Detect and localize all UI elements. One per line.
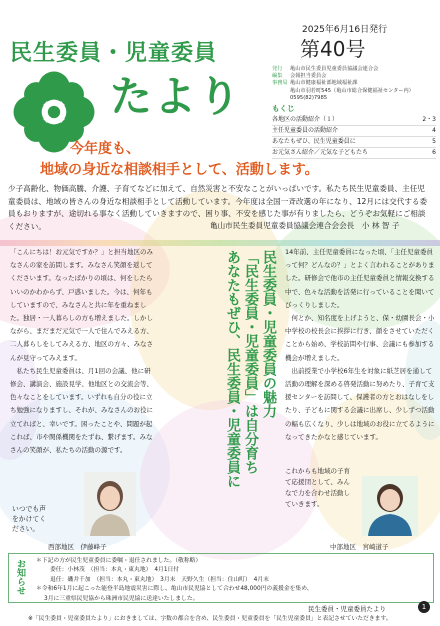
center-vertical-heading (162, 250, 278, 538)
lead-headline-2: 地域の身近な相談相手として、活動します。 (40, 162, 319, 178)
publisher-row: 事務局 亀山市健康福祉部地域福祉課 (272, 80, 358, 87)
issue-date: 2025年6月16日発行 (302, 25, 388, 35)
publisher-row: 亀山市羽若町545（亀山市総合保健福祉センター内） (290, 87, 414, 94)
footnote: ※「民生委員・児童委員たより」におきましては、字数の都合を含め、民生委員・児童委員を「民生児童委員」と表記させていただきます。 (28, 616, 392, 622)
toc-item[interactable]: お元気さん紹介／元気な子どもたち 6 (272, 148, 436, 159)
right-article-closing: これからも地域の子育て応援団として、みんなで力を合わせ活動していきます。 (285, 467, 350, 508)
publisher-row: 発行 亀山市民生委員児童委員協議会連合会 (272, 66, 379, 72)
notice-line: ＊下記の方が民生児童委員に委嘱・退任されました。（敬称略） (36, 558, 202, 564)
notice-body (36, 557, 432, 604)
toc-title: もくじ (272, 104, 295, 113)
portrait-photo-miyazaki (362, 476, 418, 536)
lead-headline-1: 今年度も、 (70, 141, 140, 157)
newsletter-title: 民生委員・児童委員 (10, 41, 218, 66)
toc-item[interactable]: 各地区の活動紹介（１） 2・3 (272, 115, 436, 126)
notice-line: 退任：磯井千加 （担当：本丸・東丸地） 3月末 天野久生（担当：住山町） 4月末 (50, 576, 269, 583)
notice-line: ＊令和6年1月に起こった能登半島地震災害に際し、亀山市民児協として合わせ48,000円の義援金を集め、 (36, 586, 313, 593)
notice-line: 委任：小林茂 （担当：本丸・東丸地） 4月1日付 (50, 567, 180, 574)
issue-number: 第40号 (300, 37, 366, 61)
left-author-caption: 西部地区 伊藤峰子 (48, 543, 107, 551)
publisher-row: 編集 会報担当委員会 (272, 73, 327, 80)
heading-line-1: 民生委員・児童委員の魅力 (261, 250, 277, 418)
heading-line-2: 「民生委員・児童委員」は自分育ち (243, 250, 259, 474)
heading-line-3: あなたもぜひ、民生委員・児童委員に (225, 250, 241, 488)
left-article-closing: いつでも声をかけてください。 (12, 505, 46, 533)
footer-title: 民生委員・児童委員たより (308, 605, 386, 613)
newsletter-subtitle: たより (110, 72, 243, 121)
toc-item[interactable]: 主任児童委員の活動紹介 4 (272, 126, 436, 137)
notice-line: 3月に三重県民児協から珠洲市民児協に送達いたしました。 (44, 595, 199, 602)
lead-body: 少子高齢化、物価高騰、介護、子育てなどに加えて、自然災害と不安なことがいっぱいです。私たち民生児童委員、主任児童委員は、地域の皆さんの身近な相談相手として活動しています。今年度は全国一斉改選の年になり、12月には交代する委員もおりますが、途切れる事なく活動していきますので、困り事、不安を感じた事が有りましたら、どうぞお気軽にご相談ください。 (8, 184, 428, 231)
table-of-contents (272, 103, 436, 159)
toc-item[interactable]: あなたもぜひ、民生児童委員に 5 (272, 137, 436, 148)
publisher-row: 0595(82)7985 (290, 94, 328, 101)
lead-signature: 亀山市民生委員児童委員協議会連合会会長 小 林 智 子 (210, 221, 400, 230)
right-article-body: 14年前、主任児童委員になった頃、「主任児童委員って何？どんなの？」とよく言われることがありました。研修会で他市の主任児童委員と情報交換する中で、色々な活動を活発に行っていることを聞いてびっくりしました。 何とか、知名度を上げようと、保・幼園長会・小中学校の校長会に挨拶に行き、顔をさせていただくことから始め、学校訪問や行事、会議にも参加する機会が増えました。 出前授業で小学校6年生を対象に紙芝居を通して活動の理解を深める啓発活動に努めたり、子育て支援センターを訪問して、保護者の方とおはなしをしたり、子どもに関する会議に出席し、少しずつ活動の幅も広くなり、少しは地域のお役に立てるようになってきたかなと感じています。 (285, 248, 435, 441)
page-number: 1 (418, 601, 430, 613)
right-author-caption: 中部地区 宮崎道子 (330, 543, 389, 551)
notice-tag: お知らせ (15, 558, 25, 595)
portrait-photo-ito (84, 472, 136, 536)
publisher-info (272, 66, 436, 102)
left-article-body: 「こんにちは！お元気ですか？」と担当地区のみなさんの家を訪問します。みなさん笑顔を返してくださいます。なったばかりの頃は、何をしたらいいのかわからず、戸惑いました。今は、何年もしていますので、みなさんと共に年を重ねました。独居・一人暮らしの方も増えました。しかしながら、まだまだ元気で一人で住んでみえる方、二人暮らしをしてみえる方、地区の方々、みなさんが見守ってみえます。 私たち民生児童委員は、月1回の会議、他に研修会、講演会、施設見学、他地区との交流会等、色々なことをしています。いずれも自分の役に立ち勉強になりますし、それが、みなさんのお役に立てればと、幸いです。困ったことや、問題が起これば、市や関係機関をたずね、繋げます。みなさんの笑顔が、私たちの活動の源です。 (10, 248, 153, 455)
